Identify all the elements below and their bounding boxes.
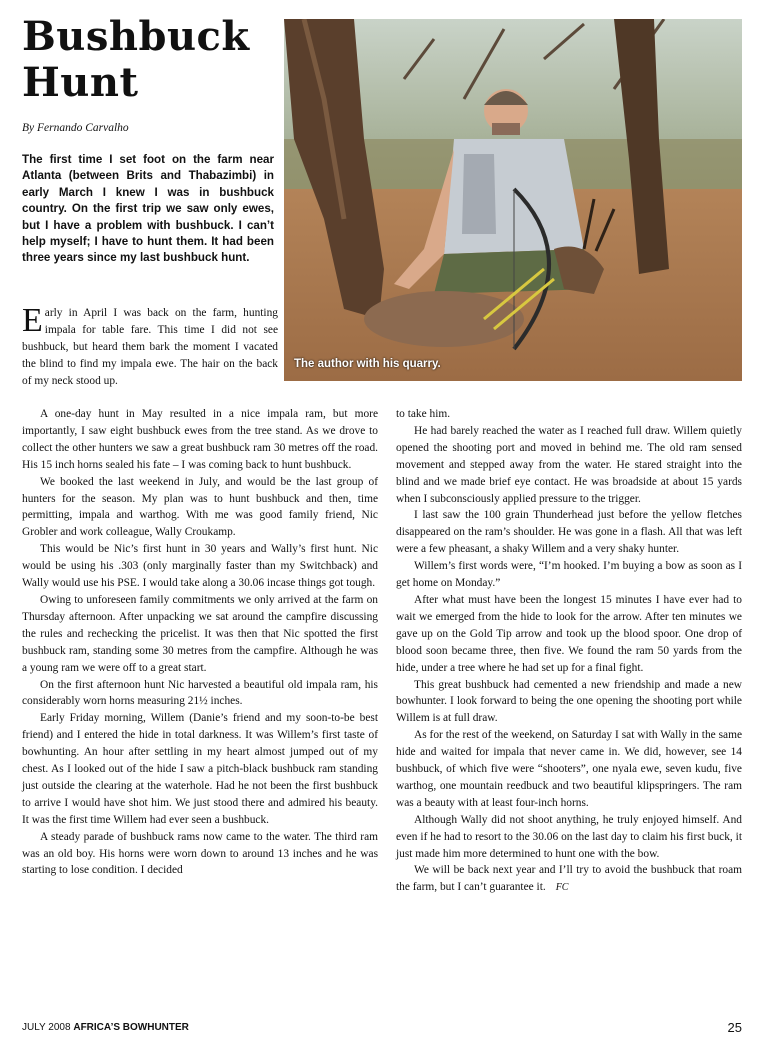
intro-paragraph: The first time I set foot on the farm near Atlanta (between Brits and Thabazimbi) in early March I knew I was in bushbuck country. On the first trip we saw only ewes, but I have a problem with bushbuck. I can’t help myself; I have to hunt them. It had been three years since my last bushbuck hunt. (22, 153, 274, 265)
drop-cap: E (22, 302, 43, 339)
body-paragraph: Although Wally did not shoot anything, he truly enjoyed himself. And even if he had to resort to the 30.06 on the last day to claim his first buck, it just made him more determined to hunt one with the bow. (396, 813, 742, 860)
hunter-photo-illustration (284, 19, 742, 381)
left-column (22, 406, 378, 879)
body-paragraph: Owing to unforeseen family commitments we only arrived at the farm on Thursday afternoon. After unpacking we sat around the campfire discussing the rules and rechecking the pricelist. It was then that Nic spotted the first bushbuck ram, standing some 30 metres from the campfire. Although he was a young ram we were off to a great start. (22, 593, 378, 674)
right-column (396, 406, 742, 897)
closing-paragraph (396, 862, 742, 897)
body-paragraph: I last saw the 100 grain Thunderhead just before the yellow fletches disappeared on the ram’s shoulder. He was gone in a flash. All that was left were a few pheasant, a shaky Willem and a very shaky hunter. (396, 509, 742, 556)
lead-column (22, 302, 278, 390)
photo-caption: The author with his quarry. (294, 358, 441, 370)
body-paragraph: A steady parade of bushbuck rams now came to the water. The third ram was an old boy. His horns were worn down to around 13 inches and he was starting to lose condition. I decided (22, 830, 378, 877)
body-paragraph: This would be Nic’s first hunt in 30 years and Wally’s first hunt. Nic would be using his .303 (only marginally faster than my Switchback) and Wally would use his PSE. I would take along a 30.06 incase things got tough. (22, 543, 378, 590)
lead-paragraph (22, 302, 278, 390)
continued-paragraph: to take him. (396, 408, 451, 420)
issue-date: JULY 2008 (22, 1022, 71, 1033)
magazine-name: AFRICA’S BOWHUNTER (73, 1022, 189, 1033)
author-signature: FC (555, 882, 569, 894)
body-paragraph: As for the rest of the weekend, on Saturday I sat with Wally in the same hide and waited for impala that never came in. We did, however, see 14 bushbuck, of which five were “shooters”, one nyala ewe, seven kudu, five warthog, one mountain reedbuck and two beautiful klipspringers. The ram was a beauty with at least four-inch horns. (396, 729, 742, 809)
lead-paragraph-text: arly in April I was back on the farm, hunting impala for table fare. This time I did not see bushbuck, but heard them bark the moment I vacated the blind to find my impala ewe. The hair on the back of my neck stood up. (22, 307, 278, 387)
closing-paragraph-text: We will be back next year and I’ll try to avoid the bushbuck that roam the farm, but I can’t guarantee it. (396, 864, 742, 894)
body-paragraph: Early Friday morning, Willem (Danie’s friend and my soon-to-be best friend) and I entered the hide in total darkness. It was Willem’s first taste of bowhunting. An hour after settling in my heart almost jumped out of my chest. As I looked out of the hide I saw a pitch-black bushbuck ram standing just outside the clearing at the waterhole. Had he not been the first bushbuck to arrive I would have shot him. We just stood there and admired his beauty. It was the first time Willem had ever seen a bushbuck. (22, 712, 378, 826)
article-title (22, 14, 282, 106)
byline: By Fernando Carvalho (22, 122, 129, 134)
title-line-2: Hunt (22, 59, 139, 106)
page-number: 25 (727, 1020, 742, 1035)
body-paragraph: After what must have been the longest 15 minutes I have ever had to wait we emerged from the hide to look for the arrow. After ten minutes we gave up on the Gold Tip arrow and took up the blood spoor. One drop of blood soon became three, then five. We found the ram 50 yards from the hide, under a tree where he had set up for a final fight. (396, 593, 742, 674)
body-paragraph: This great bushbuck had cemented a new friendship and made a new bowhunter. I look forward to being the one opening the shooting port while Willem is at full draw. (396, 678, 742, 725)
body-paragraph: On the first afternoon hunt Nic harvested a beautiful old impala ram, his considerably worn horns measuring 21½ inches. (22, 678, 378, 708)
hunter-photo (284, 19, 742, 381)
page-footer (22, 1022, 742, 1033)
body-paragraph: Willem’s first words were, “I’m hooked. I’m buying a bow as soon as I get home on Monday.” (396, 560, 742, 590)
body-paragraph: We booked the last weekend in July, and would be the last group of hunters for the season. My plan was to hunt bushbuck and then, time permitting, impala and warthog. With me was good family friend, Nic Grobler and work colleague, Wally Croukamp. (22, 475, 378, 539)
title-line-1: Bushbuck (22, 13, 250, 60)
body-paragraph: He had barely reached the water as I reached full draw. Willem quietly opened the shooting port and moved in behind me. The old ram sensed movement and stepped away from the water. He stared straight into the blind and we made brief eye contact. He was broadside at about 15 yards when I subconsciously applied pressure to the trigger. (396, 424, 742, 505)
body-paragraph: A one-day hunt in May resulted in a nice impala ram, but more importantly, I saw eight bushbuck ewes from the tree stand. As we drove to collect the other hunters we saw a great bushbuck ram 30 metres off the road. His 15 inch horns sealed his fate – I was coming back to hunt bushbuck. (22, 408, 378, 471)
